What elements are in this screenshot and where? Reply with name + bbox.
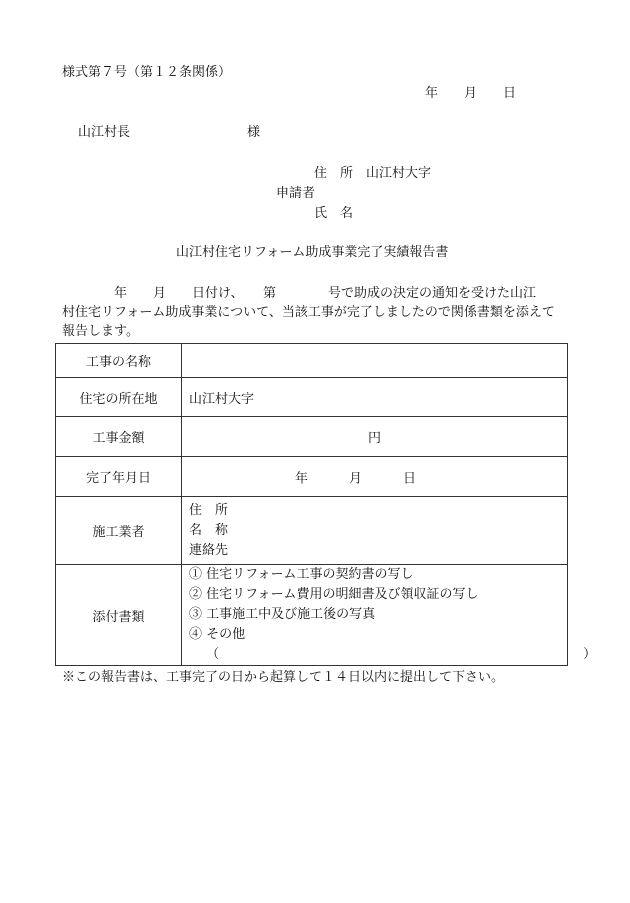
intro-line-1: 年 月 日付け、 第 号で助成の決定の通知を受けた山江 xyxy=(62,286,536,301)
applicant-name: 氏 名 xyxy=(314,206,354,221)
contractor-field[interactable] xyxy=(182,497,568,565)
form-number: 様式第７号（第１２条関係） xyxy=(62,65,232,80)
table-row xyxy=(56,417,568,457)
applicant-address: 住 所 山江村大字 xyxy=(314,166,432,181)
work-name-field[interactable] xyxy=(182,344,568,378)
row-label-work-name: 工事の名称 xyxy=(56,344,182,378)
report-table xyxy=(55,343,597,666)
attachment-item: ① 住宅リフォーム工事の契約書の写し xyxy=(189,567,414,582)
table-row xyxy=(56,457,568,497)
table-row xyxy=(56,497,568,565)
intro-line-3: 報告します。 xyxy=(62,324,139,339)
date-day: 日 xyxy=(403,471,417,486)
row-label-contractor: 施工業者 xyxy=(56,497,182,565)
contractor-address: 住 所 xyxy=(189,502,229,518)
completion-date-field[interactable] xyxy=(182,457,568,497)
attachment-item: ② 住宅リフォーム費用の明細書及び領収証の写し xyxy=(189,587,479,602)
table-row xyxy=(56,344,568,378)
contractor-contact: 連絡先 xyxy=(189,542,229,558)
document-title: 山江村住宅リフォーム助成事業完了実績報告書 xyxy=(176,245,449,260)
contractor-name: 名 称 xyxy=(189,522,229,538)
amount-field[interactable]: 円 xyxy=(182,417,568,457)
attachment-item: ④ その他 xyxy=(189,627,246,642)
attachment-other-field: （ ） xyxy=(189,647,597,662)
attachments-field[interactable] xyxy=(182,565,597,666)
location-field[interactable]: 山江村大字 xyxy=(182,378,568,417)
row-label-attachments: 添付書類 xyxy=(56,565,182,666)
report-date: 年 月 日 xyxy=(425,86,517,101)
table-row xyxy=(56,565,568,666)
row-label-completion-date: 完了年月日 xyxy=(56,457,182,497)
row-label-amount: 工事金額 xyxy=(56,417,182,457)
applicant-label: 申請者 xyxy=(276,186,316,201)
attachment-item: ③ 工事施工中及び施工後の写真 xyxy=(189,607,376,622)
date-month: 月 xyxy=(349,471,363,486)
footnote: ※この報告書は、工事完了の日から起算して１４日以内に提出して下さい。 xyxy=(62,670,505,685)
intro-line-2: 村住宅リフォーム助成事業について、当該工事が完了しましたので関係書類を添えて xyxy=(62,305,555,320)
row-label-location: 住宅の所在地 xyxy=(56,378,182,417)
table-row xyxy=(56,378,568,417)
addressee: 山江村長 様 xyxy=(78,125,261,140)
date-year: 年 xyxy=(295,471,309,486)
